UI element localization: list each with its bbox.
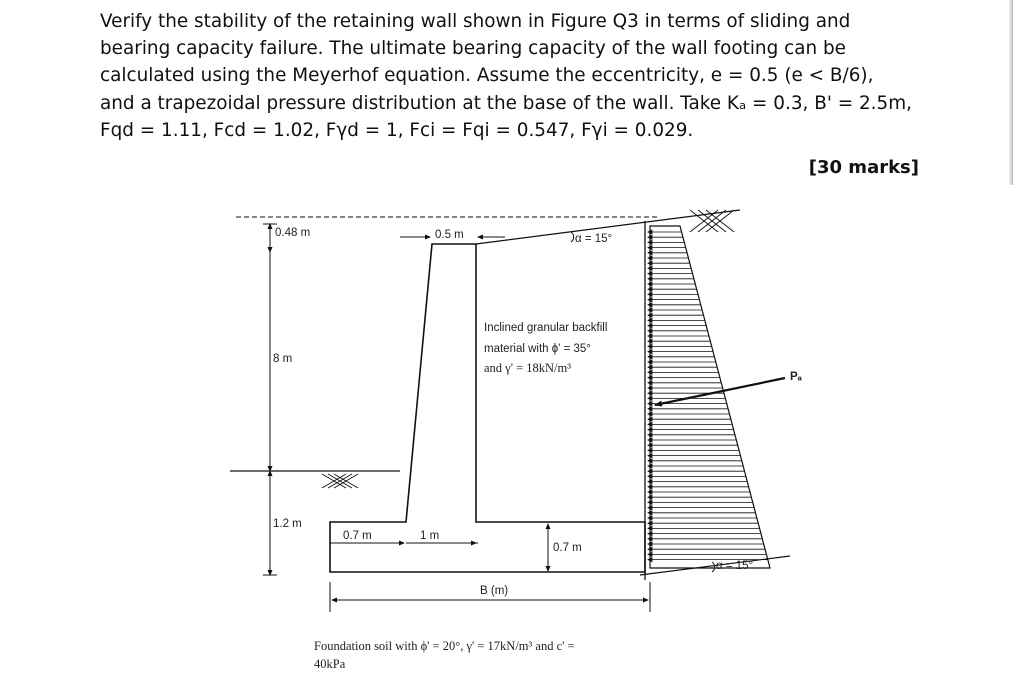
- pressure-hatch-arrowhead: [648, 464, 652, 468]
- pressure-hatch-arrowhead: [648, 506, 652, 510]
- pressure-hatch-arrowhead: [648, 490, 652, 494]
- pressure-hatch-arrowhead: [648, 266, 652, 270]
- active-force-arrow: [655, 378, 785, 405]
- pressure-hatch-arrowhead: [648, 537, 652, 541]
- pressure-hatch-arrowhead: [648, 402, 652, 406]
- pressure-hatch-arrowhead: [648, 485, 652, 489]
- dim-label-top-offset: 0.48 m: [275, 227, 311, 239]
- dim-label-stem-top: 0.5 m: [435, 229, 464, 241]
- pressure-hatch-arrowhead: [648, 303, 652, 307]
- pressure-hatch-arrowhead: [648, 240, 652, 244]
- pressure-hatch-arrowhead: [648, 422, 652, 426]
- pressure-hatch-arrowhead: [648, 438, 652, 442]
- pressure-hatch-arrowhead: [648, 407, 652, 411]
- slope-angle-label-top: α = 15°: [575, 233, 613, 245]
- retaining-wall-outline: [330, 244, 645, 572]
- angle-arc-bottom: [712, 562, 715, 572]
- force-label: Pₐ: [790, 371, 803, 383]
- pressure-hatch-arrowhead: [648, 480, 652, 484]
- pressure-hatch-arrowhead: [648, 448, 652, 452]
- pressure-hatch-arrowhead: [648, 339, 652, 343]
- pressure-hatch-arrowhead: [648, 412, 652, 416]
- backfill-label-1: Inclined granular backfill: [484, 322, 608, 334]
- foundation-label-1: Foundation soil with ϕ' = 20°, γ' = 17kN/m³ and c' =: [314, 639, 575, 653]
- pressure-hatch-arrowhead: [648, 334, 652, 338]
- pressure-hatch-arrowhead: [648, 350, 652, 354]
- pressure-hatch-arrowhead: [648, 500, 652, 504]
- pressure-hatch-arrowhead: [648, 308, 652, 312]
- pressure-hatch-arrowhead: [648, 292, 652, 296]
- dim-label-footing-height: 1.2 m: [273, 518, 302, 530]
- pressure-hatch-arrowhead: [648, 277, 652, 281]
- pressure-hatch-arrowhead: [648, 256, 652, 260]
- pressure-hatch-arrowhead: [648, 313, 652, 317]
- ground-hatch-left: [322, 474, 358, 488]
- pressure-hatch-arrowhead: [648, 318, 652, 322]
- dim-label-wall-height: 8 m: [273, 353, 293, 365]
- pressure-hatch-arrowhead: [648, 547, 652, 551]
- pressure-hatch-arrowhead: [648, 396, 652, 400]
- pressure-hatch-arrowhead: [648, 532, 652, 536]
- pressure-hatch-arrowhead: [648, 511, 652, 515]
- pressure-hatch-arrowhead: [648, 355, 652, 359]
- pressure-hatch-arrowhead: [648, 272, 652, 276]
- pressure-hatch-arrowhead: [648, 324, 652, 328]
- pressure-hatch-arrowhead: [648, 391, 652, 395]
- pressure-hatch-arrowhead: [648, 298, 652, 302]
- pressure-hatch-arrowhead: [648, 526, 652, 530]
- angle-arc-top: [571, 232, 574, 242]
- pressure-hatch-arrowhead: [648, 558, 652, 562]
- dim-label-base-thickness: 0.7 m: [553, 542, 582, 554]
- pressure-hatch-arrowhead: [648, 459, 652, 463]
- pressure-hatch-arrowhead: [648, 376, 652, 380]
- dim-label-base-width: B (m): [480, 585, 509, 597]
- pressure-hatch-arrowhead: [648, 287, 652, 291]
- question-line-3: calculated using the Meyerhof equation. Assume the eccentricity, e = 0.5 (e < B/6),: [100, 65, 874, 87]
- pressure-hatch-arrowhead: [648, 251, 652, 255]
- pressure-hatch-arrowhead: [648, 261, 652, 265]
- pressure-hatch-arrowhead: [648, 386, 652, 390]
- question-line-5: Fqd = 1.11, Fcd = 1.02, Fγd = 1, Fci = Fqi = 0.547, Fγi = 0.029.: [100, 119, 694, 141]
- pressure-hatch-arrowhead: [648, 360, 652, 364]
- dim-label-stem-base: 1 m: [420, 530, 440, 542]
- foundation-label-2: 40kPa: [314, 657, 346, 671]
- question-line-2: bearing capacity failure. The ultimate bearing capacity of the wall footing can be: [100, 38, 846, 60]
- dim-label-toe: 0.7 m: [343, 530, 372, 542]
- pressure-hatch-arrowhead: [648, 454, 652, 458]
- pressure-hatch-arrowhead: [648, 329, 652, 333]
- pressure-hatch-arrowhead: [648, 521, 652, 525]
- pressure-distribution: [648, 226, 770, 568]
- pressure-hatch-arrowhead: [648, 344, 652, 348]
- pressure-hatch-arrowhead: [648, 469, 652, 473]
- backfill-label-2: material with ϕ' = 35°: [484, 343, 591, 355]
- backfill-label-3: and γ' = 18kN/m³: [484, 361, 571, 375]
- question-line-4: and a trapezoidal pressure distribution at the base of the wall. Take Kₐ = 0.3, B' = 2.5m,: [100, 92, 912, 114]
- marks-label: [30 marks]: [808, 157, 919, 178]
- pressure-hatch-arrowhead: [648, 542, 652, 546]
- question-line-1: Verify the stability of the retaining wall shown in Figure Q3 in terms of sliding and: [100, 11, 851, 32]
- pressure-hatch-arrowhead: [648, 516, 652, 520]
- pressure-hatch-arrowhead: [648, 428, 652, 432]
- pressure-hatch-arrowhead: [648, 370, 652, 374]
- pressure-hatch-arrowhead: [648, 230, 652, 234]
- pressure-hatch-arrowhead: [648, 235, 652, 239]
- pressure-hatch-arrowhead: [648, 552, 652, 556]
- pressure-hatch-arrowhead: [648, 433, 652, 437]
- pressure-hatch-arrowhead: [648, 246, 652, 250]
- pressure-hatch-arrowhead: [648, 365, 652, 369]
- slope-angle-label-bottom: α = 15°: [716, 560, 754, 572]
- pressure-hatch-arrowhead: [648, 443, 652, 447]
- pressure-hatch-arrowhead: [648, 381, 652, 385]
- pressure-hatch-arrowhead: [648, 282, 652, 286]
- pressure-hatch-arrowhead: [648, 495, 652, 499]
- pressure-hatch-arrowhead: [648, 474, 652, 478]
- pressure-hatch-arrowhead: [648, 417, 652, 421]
